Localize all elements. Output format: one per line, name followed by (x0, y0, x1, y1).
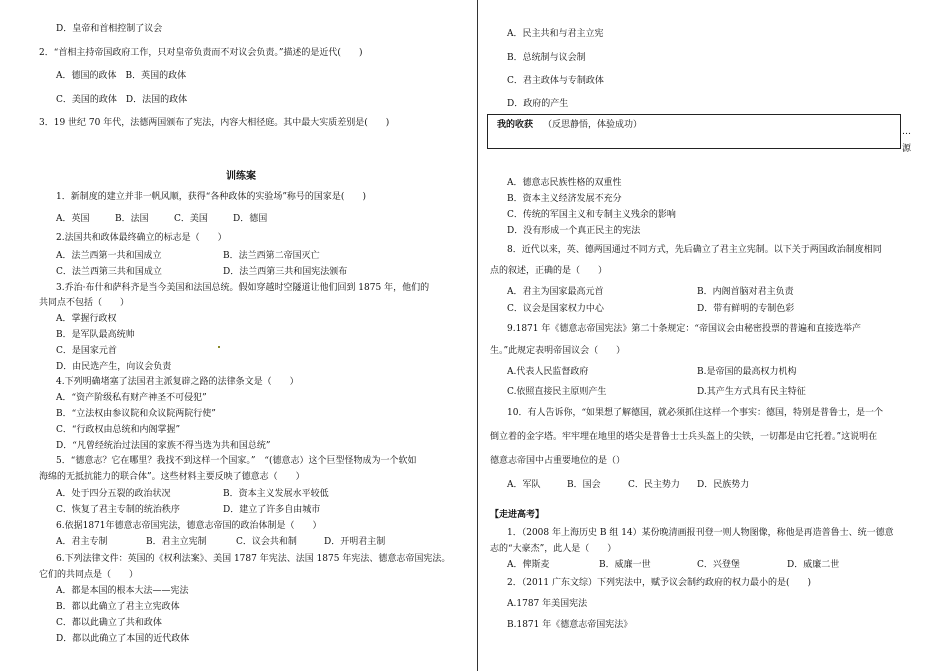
q3-option-c: C．君主政体与专制政体 (507, 76, 604, 86)
q7-option-b: B．资本主义经济发展不充分 (507, 194, 622, 204)
practice-q4-option-b: B．“立法权由参议院和众议院两院行使” (56, 409, 216, 419)
q3-option-a: A．民主共和与君主立宪 (507, 29, 604, 39)
gaokao-q2-option-b: B.1871 年《德意志帝国宪法》 (507, 620, 633, 630)
harvest-box (487, 114, 901, 149)
practice-q7-option-a: A．都是本国的根本大法——宪法 (56, 586, 189, 596)
practice-q4-option-a: A．“资产阶级私有财产神圣不可侵犯” (56, 393, 207, 403)
q3-option-d: D．政府的产生 (507, 99, 569, 109)
practice-q6-option: A．君主专制 (56, 537, 108, 547)
practice-q4-option-c: C．“行政权由总统和内阁掌握” (56, 425, 181, 435)
practice-q5-option-a: A．处于四分五裂的政治状况 (56, 489, 171, 499)
practice-q7-option-b: B．都以此确立了君主立宪政体 (56, 602, 180, 612)
practice-q3-stem: 3.乔治·布什和萨科齐是当今美国和法国总统。假如穿越时空隧道让他们回到 1875 年，他们的 (56, 283, 430, 293)
q10-stem: 10．有人告诉你，“如果想了解德国，就必须抓住这样一个事实：德国，特别是普鲁士，是一个 (507, 408, 884, 418)
q8-stem: 8．近代以来，英、德两国通过不同方式，先后确立了君主立宪制。以下关于两国政治制度相同 (507, 245, 882, 255)
q8-option-c: C．议会是国家权力中心 (507, 304, 604, 314)
practice-q5-option-b: B．资本主义发展水平较低 (223, 489, 329, 499)
practice-q7-option-d: D．都以此确立了本国的近代政体 (56, 634, 190, 644)
gaokao-q1-option: A．俾斯麦 (507, 560, 550, 570)
practice-q6-option: B．君主立宪制 (146, 537, 207, 547)
q10-option: B．国会 (567, 480, 601, 490)
practice-q2-option-c: C．法兰西第三共和国成立 (56, 267, 162, 277)
practice-q1-stem: 1．新制度的建立并非一帆风顺，获得“各种政体的实验场”称号的国家是( ) (56, 192, 366, 202)
overflow-char: 源 (902, 144, 912, 154)
practice-q7-option-c: C．都以此确立了共和政体 (56, 618, 162, 628)
overflow-dots: … (902, 127, 911, 137)
practice-q2-option-d: D．法兰西第三共和国宪法颁布 (223, 267, 348, 277)
q10-option: D．民族势力 (697, 480, 750, 490)
gaokao-q2-stem: 2．（2011 广东文综）下列宪法中，赋予议会制约政府的权力最小的是( ) (507, 578, 812, 588)
q1-option-d: D．皇帝和首相控制了议会 (56, 24, 163, 34)
q2-options-cd: C．美国的政体 D．法国的政体 (56, 95, 188, 105)
gaokao-q1-option: D．威廉二世 (787, 560, 840, 570)
q10-option: C．民主势力 (628, 480, 680, 490)
q9-stem: 9.1871 年《德意志帝国宪法》第二十条规定：“帝国议会由秘密投票的普遍和直接选举产 (507, 324, 861, 334)
practice-q1-option: B．法国 (115, 214, 149, 224)
gaokao-q2-option-a: A.1787 年美国宪法 (507, 599, 588, 609)
practice-q3-option-b: B．是军队最高统帅 (56, 330, 135, 340)
q8-option-a: A．君主为国家最高元首 (507, 287, 604, 297)
stray-dot (218, 346, 220, 348)
practice-q1-option: C．美国 (174, 214, 208, 224)
practice-q3-option-a: A．掌握行政权 (56, 314, 117, 324)
q10-stem-cont: 倒立着的金字塔。牢牢埋在地里的塔尖是普鲁士士兵头盔上的尖铁，一切都是由它托着。”这说明在 (490, 432, 878, 442)
practice-q4-stem: 4.下列明确堵塞了法国君主派复辟之路的法律条文是（ ） (56, 377, 299, 387)
practice-q1-option: D．德国 (233, 214, 268, 224)
q9-stem-cont: 生。”此规定表明帝国议会（ ） (490, 346, 626, 356)
q9-option-c: C.依照直接民主原则产生 (507, 387, 607, 397)
practice-q5-option-c: C．恢复了君主专制的统治秩序 (56, 505, 180, 515)
gaokao-q1-option: B．威廉一世 (599, 560, 651, 570)
practice-q2-option-b: B．法兰西第二帝国灭亡 (223, 251, 320, 261)
practice-q3-option-c: C．是国家元首 (56, 346, 117, 356)
practice-q5-option-d: D．建立了许多自由城市 (223, 505, 321, 515)
q2-options-ab: A．德国的政体 B．英国的政体 (56, 71, 187, 81)
practice-q5-stem: 5．“德意志？它在哪里？我找不到这样一个国家。” “(德意志）这个巨型怪物成为一个软如 (56, 456, 417, 466)
practice-q6-option: C．议会共和制 (236, 537, 297, 547)
harvest-title: 我的收获 (497, 120, 534, 130)
practice-q6-option: D．开明君主制 (324, 537, 386, 547)
q8-option-d: D．带有鲜明的专制色彩 (697, 304, 795, 314)
gaokao-q1-stem-cont: 志的“大豪杰”，此人是（ ） (490, 544, 617, 554)
practice-q2-option-a: A．法兰西第一共和国成立 (56, 251, 162, 261)
gaokao-q1-stem: 1．（2008 年上海历史 B 组 14）某份晚清画报刊登一则人物图像，称他是再造普鲁士、统一德意 (507, 528, 894, 538)
q7-option-d: D．没有形成一个真正民主的宪法 (507, 226, 641, 236)
practice-q4-option-d: D．“凡曾经统治过法国的家族不得当选为共和国总统” (56, 441, 271, 451)
q9-option-a: A.代表人民监督政府 (507, 367, 589, 377)
practice-q2-stem: 2.法国共和政体最终确立的标志是（ ） (56, 233, 227, 243)
q7-option-a: A．德意志民族性格的双重性 (507, 178, 622, 188)
q3-stem: 3．19 世纪 70 年代，法德两国颁布了宪法，内容大相径庭。其中最大实质差别是( ) (39, 118, 390, 128)
q9-option-d: D.其产生方式具有民主特征 (697, 387, 806, 397)
q3-option-b: B．总统制与议会制 (507, 53, 586, 63)
practice-q5-stem-cont: 海绵的无抵抗能力的联合体”。这些材料主要反映了德意志（ ） (39, 472, 305, 482)
harvest-subtitle: （反思静悟，体验成功） (543, 120, 643, 130)
q10-option: A．军队 (507, 480, 541, 490)
q9-option-b: B.是帝国的最高权力机构 (697, 367, 797, 377)
practice-q7-stem-cont: 它们的共同点是（ ） (39, 570, 139, 580)
practice-q3-stem-cont: 共同点不包括（ ） (39, 298, 130, 308)
q7-option-c: C．传统的军国主义和专制主义残余的影响 (507, 210, 676, 220)
practice-q1-option: A．英国 (56, 214, 90, 224)
practice-q6-stem: 6.依据1871年德意志帝国宪法，德意志帝国的政治体制是（ ） (56, 521, 322, 531)
column-divider (477, 0, 478, 671)
gaokao-title: 【走进高考】 (490, 510, 545, 520)
gaokao-q1-option: C．兴登堡 (697, 560, 740, 570)
practice-q7-stem: 6.下列法律文件：英国的《权利法案》、美国 1787 年宪法、法国 1875 年宪法、德意志帝国宪法。 (56, 554, 451, 564)
q10-stem-cont2: 德意志帝国中占重要地位的是（） (490, 456, 626, 466)
practice-title: 训练案 (226, 171, 256, 182)
q2-stem: 2．“首相主持帝国政府工作，只对皇帝负责而不对议会负责。”描述的是近代( ) (39, 48, 363, 58)
practice-q3-option-d: D．由民选产生，向议会负责 (56, 362, 172, 372)
q8-stem-cont: 点的叙述，正确的是（ ） (490, 266, 608, 276)
q8-option-b: B．内阁首脑对君主负责 (697, 287, 794, 297)
